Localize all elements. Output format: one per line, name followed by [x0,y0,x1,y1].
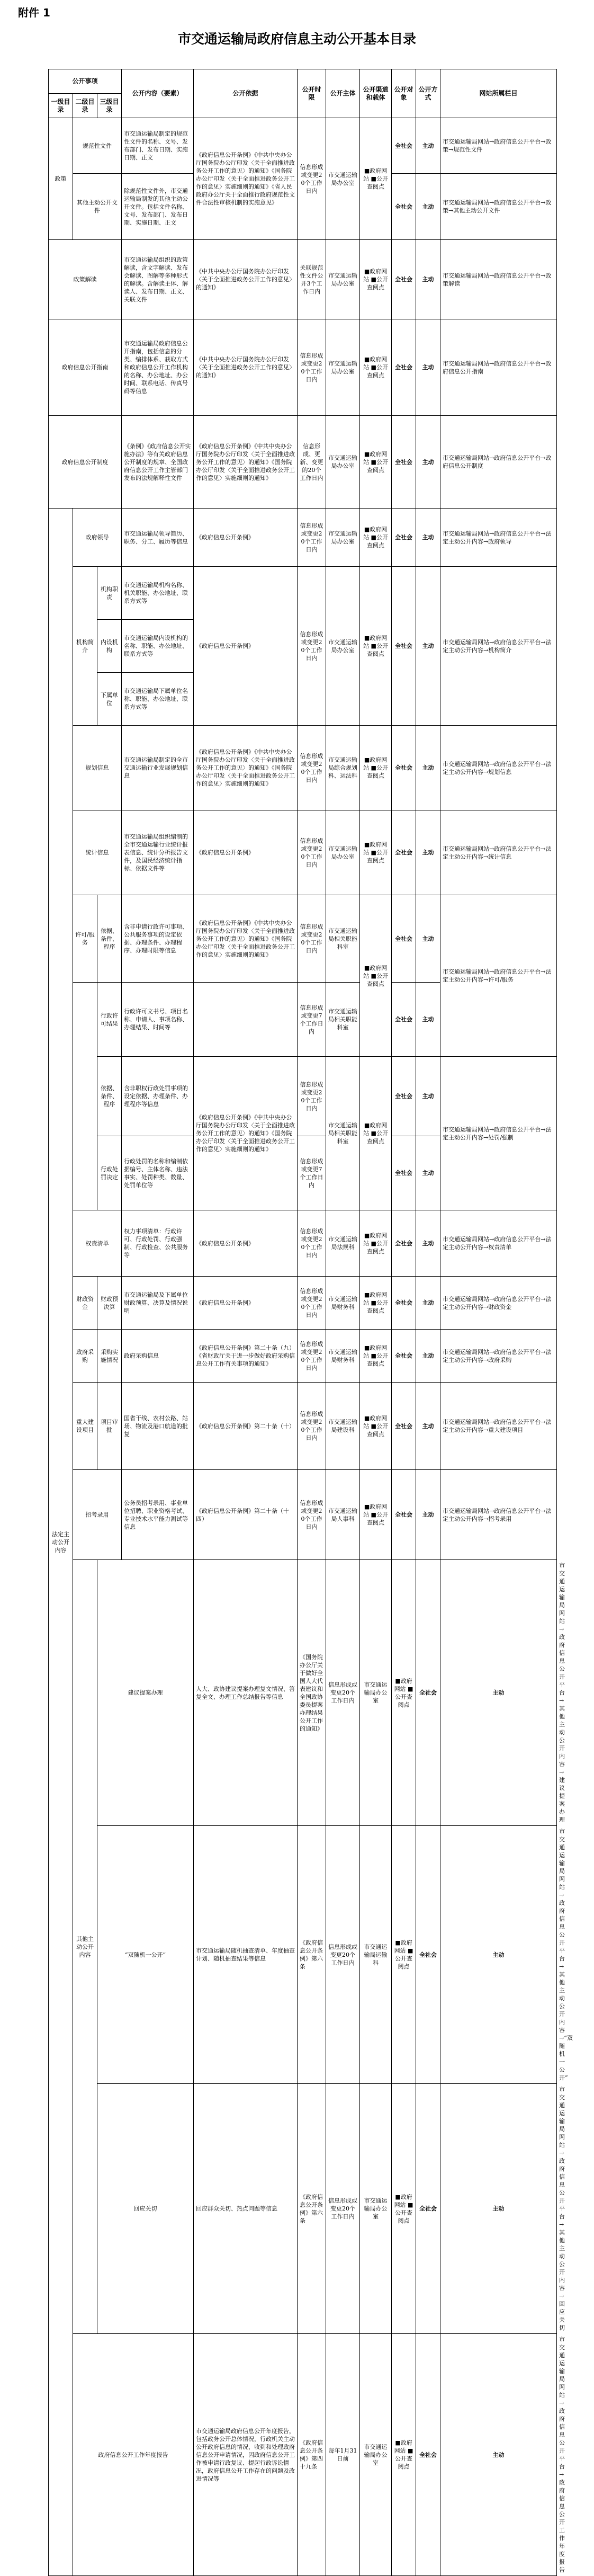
table-row [49,810,557,895]
cell-object: 全社会 [416,1826,440,2084]
header-time: 公开时限 [298,69,326,118]
cell-subject: 市交通运输局财务科 [326,1277,360,1330]
cell-object: 全社会 [392,1383,416,1470]
cell-site: 市交通运输局网站→政府信息公开平台→法定主动公开内容→重大建设项目 [440,1383,557,1470]
cell-time: 信息形成或变更20个工作日内 [298,118,326,240]
cell-basis: 《政府信息公开条例》第四十九条 [298,2334,326,2576]
cell-l2: 政府领导 [73,509,122,567]
cell-time: 信息形成或变更20个工作日内 [326,1826,360,2084]
cell-basis: 《政府信息公开条例》《中共中央办公厅国务院办公厅印发〈关于全面推进政务公开工作的意见〉的通知》《国务院办公厅印发〈关于全面推进政务公开工作的意见〉实施细则的通知》 [194,416,298,509]
cell-content: 市交通运输局组织的政策解读，含文字解读、发布会解读、图解等多种形式的解读。含解读主体、解读人、发布日期、正文、关联文件 [122,240,194,319]
cell-object: 全社会 [392,509,416,567]
cell-carrier: ■政府网站 ■公开查阅点 [360,319,392,416]
cell-carrier: ■政府网站 ■公开查阅点 [392,2084,416,2334]
cell-subject: 市交通运输局相关职能科室 [326,983,360,1057]
table-row [49,1277,557,1330]
cell-object: 全社会 [392,895,416,983]
cell-basis: 《政府信息公开条例》 [194,1277,298,1330]
cell-time: 信息形成或变更20个工作日内 [298,1210,326,1277]
cell-content: 政府采购信息 [122,1330,194,1383]
cell-object: 全社会 [392,240,416,319]
cell-l2: 回应关切 [97,2084,194,2334]
cell-site: 市交通运输局网站→政府信息公开平台→法定主动公开内容→政府领导 [440,509,557,567]
cell-object: 全社会 [392,726,416,810]
cell-basis: 《政府信息公开条例》第二十条（十四） [194,1470,298,1560]
cell-carrier: ■政府网站 ■公开查阅点 [360,726,392,810]
cell-subject: 市交通运输局办公室 [326,567,360,726]
cell-method: 主动 [416,174,440,240]
cell-l3: 依据、条件、程序 [97,1057,122,1136]
table-row [49,1383,557,1470]
cell-time: 关联规范性文件公开3个工作日内 [298,240,326,319]
header-l1: 一级目录 [49,94,73,118]
header-carrier: 公开渠道和载体 [360,69,392,118]
cell-site: 市交通运输局网站→政府信息公开平台→政策解读 [440,240,557,319]
table-row [49,319,557,416]
table-row [49,726,557,810]
header-method: 公开方式 [416,69,440,118]
cell-subject: 市交通运输局建设科 [326,1383,360,1470]
cell-basis: 《政府信息公开条例》 [194,509,298,567]
cell-l2: 规划信息 [73,726,122,810]
cell-basis [194,983,298,1057]
cell-l1: 政策解读 [49,240,122,319]
cell-time: 信息形成或变更20个工作日内 [298,1057,326,1136]
table-row [49,416,557,509]
cell-time: 信息形成或变更20个工作日内 [298,1277,326,1330]
cell-time: 信息形成或变更20个工作日内 [298,895,326,983]
cell-site: 市交通运输局网站→政府信息公开平台→法定主动公开内容→招考录用 [440,1470,557,1560]
table-row: 政府信息公开工作年度报告 市交通运输局政府信息公开年度报告，包括政务公开总体情况，行政机关主动公开政府信息的情况，收到和处理政府信息公开申请情况，因政府信息公开工作被申请行政复议、提起行政诉讼情况，政府信息公开工作存在的问题及改进情况等 《政府信息公开条例》第四十九条 每年1月31日前 市交通运输局办公室 ■政府网站 ■公开查阅点 全社会 主动 市交通运输局网站→政府信息公开平台→政府信息公开工作年度报告 [49,2334,557,2576]
cell-content: 含非申请行政许可事项、公共服务事项的设定依据、办理条件、办理程序、办理时限等信息 [122,895,194,983]
cell-l1: 政府信息公开指南 [49,319,122,416]
cell-content: 回应群众关切、热点问题等信息 [194,2084,298,2334]
table-row [49,1210,557,1277]
cell-site: 市交通运输局网站→政府信息公开平台→法定主动公开内容→规划信息 [440,726,557,810]
cell-content: 市交通运输局内设机构的名称、职能、办公地址、联系方式等 [122,620,194,673]
header-matters: 公开事项 [49,69,122,94]
cell-method: 主动 [416,1210,440,1277]
cell-basis: 《政府信息公开条例》第六条 [298,2084,326,2334]
cell-content: 行政处罚的名称和编制依据编号、主体名称、违法事实、处罚种类、数量、处罚单位等 [122,1136,194,1210]
cell-carrier: ■政府网站 ■公开查阅点 [392,1826,416,2084]
cell-l3: 机构职责 [97,567,122,620]
cell-method: 主动 [416,1330,440,1383]
cell-carrier: ■政府网站 ■公开查阅点 [360,1383,392,1470]
cell-subject: 市交通运输局办公室 [360,2334,392,2576]
cell-content: 公务员招考录用、事业单位招聘、职业资格考试、专业技术水平能力测试等信息 [122,1470,194,1560]
cell-l2: 机构简介 [73,567,97,726]
cell-l3: 行政许可结果 [97,983,122,1057]
cell-subject: 市交通运输局相关职能科室 [326,895,360,983]
cell-object: 全社会 [392,983,416,1057]
cell-carrier: ■政府网站 ■公开查阅点 [360,1470,392,1560]
cell-basis: 《政府信息公开条例》《中共中央办公厅国务院办公厅印发〈关于全面推进政务公开工作的意见〉的通知》《国务院办公厅印发〈关于全面推进政务公开工作的意见〉实施细则的通知》《省人民政府办公厅关于全面推行政府规范性文件合法性审核机制的实施意见》 [194,118,298,240]
cell-basis: 《政府信息公开条例》 [194,810,298,895]
cell-l2: “双随机一公开” [97,1826,194,2084]
table-row [49,895,557,983]
cell-carrier: ■政府网站 ■公开查阅点 [360,810,392,895]
cell-method: 主动 [416,1470,440,1560]
cell-subject: 市交通运输局办公室 [360,2084,392,2334]
table-row: “双随机一公开” 市交通运输局随机抽查清单、年度抽查计划、随机抽查结果等信息 《政府信息公开条例》第六条 信息形成或变更20个工作日内 市交通运输局运输科 ■政府网站 ■公开查阅点 全社会 主动 市交通运输局网站→政府信息公开平台→其他主动公开内容→“双随机一公开” [49,1826,557,2084]
cell-content: 市交通运输局领导简历、职务、分工、履历等信息 [122,509,194,567]
cell-content: 市交通运输局政府信息公开指南，包括信息的分类、编排体系、获取方式和政府信息公开工作机构的名称、办公地址、办公时间、联系电话、传真号码等信息 [122,319,194,416]
cell-content: 市交通运输局组织编制的全市交通运输行业统计报表信息、统计分析报告文件，及国民经济统计指标、依据文件等 [122,810,194,895]
page-title: 市交通运输局政府信息主动公开基本目录 [177,31,416,47]
cell-time: 信息形成或变更20个工作日内 [298,1330,326,1383]
cell-site: 市交通运输局网站→政府信息公开平台→法定主动公开内容→财政资金 [440,1277,557,1330]
cell-object: 全社会 [392,567,416,726]
cell-basis: 《政府信息公开条例》 [194,567,298,726]
cell-basis: 《政府信息公开条例》第六条 [298,1826,326,2084]
cell-method: 主动 [416,895,440,983]
cell-basis: 《国务院办公厅关于做好全国人大代表建议和全国政协委员提案办理结果公开工作的通知》 [298,1560,326,1826]
cell-l2 [73,983,97,1210]
table-row [49,240,557,319]
cell-object: 全社会 [392,118,416,174]
header-subject: 公开主体 [326,69,360,118]
cell-carrier: ■政府网站 ■公开查阅点 [392,1560,416,1826]
table-row [49,1330,557,1383]
cell-basis: 《政府信息公开条例》《中共中央办公厅国务院办公厅印发〈关于全面推进政务公开工作的意见〉的通知》《国务院办公厅印发〈关于全面推进政务公开工作的意见〉实施细则的通知》 [194,726,298,810]
cell-method: 主动 [416,1383,440,1470]
cell-l2: 其他主动公开文件 [73,174,122,240]
cell-carrier: ■政府网站 ■公开查阅点 [360,1210,392,1277]
cell-object: 全社会 [392,416,416,509]
cell-l2: 统计信息 [73,810,122,895]
cell-object: 全社会 [392,810,416,895]
table-body [49,118,573,2576]
cell-method: 主动 [416,240,440,319]
cell-time: 每年1月31日前 [326,2334,360,2576]
cell-site: 市交通运输局网站→政府信息公开平台→政策→其他主动公开文件 [440,174,557,240]
cell-content: 市交通运输局随机抽查清单、年度抽查计划、随机抽查结果等信息 [194,1826,298,2084]
cell-site: 市交通运输局网站→政府信息公开平台→政府信息公开制度 [440,416,557,509]
cell-l1: 法定主动公开内容 [49,509,73,2576]
cell-object: 全社会 [392,1470,416,1560]
table-row [49,1057,557,1136]
cell-subject: 市交通运输局办公室 [326,509,360,567]
cell-object: 全社会 [392,1210,416,1277]
cell-time: 信息形成或变更20个工作日内 [298,726,326,810]
cell-subject: 市交通运输局办公室 [326,240,360,319]
cell-content: 除规范性文件外，市交通运输局制发的其他主动公开文件。包括文件名称、文号、发布部门、发布日期、实施日期、正文 [122,174,194,240]
cell-method: 主动 [416,118,440,174]
cell-content: 权力事项清单：行政许可、行政处罚、行政强制、行政检查、公共服务等 [122,1210,194,1277]
cell-time: 信息形成、更新、变更的20个工作日内 [298,416,326,509]
cell-carrier: ■政府网站 ■公开查阅点 [360,118,392,240]
table-row: 回应关切 回应群众关切、热点问题等信息 《政府信息公开条例》第六条 信息形成或变更20个工作日内 市交通运输局办公室 ■政府网站 ■公开查阅点 全社会 主动 市交通运输局网站→政府信息公开平台→其他主动公开内容→回应关切 [49,2084,557,2334]
cell-subject: 市交通运输局人事科 [326,1470,360,1560]
table-row [49,1470,557,1560]
cell-object: 全社会 [416,1560,440,1826]
cell-time: 信息形成或变更20个工作日内 [298,810,326,895]
cell-carrier: ■政府网站 ■公开查阅点 [360,1330,392,1383]
cell-content: 市交通运输局政府信息公开年度报告，包括政务公开总体情况，行政机关主动公开政府信息的情况，收到和处理政府信息公开申请情况，因政府信息公开工作被申请行政复议、提起行政诉讼情况，政府信息公开工作存在的问题及改进情况等 [194,2334,298,2576]
cell-subject: 市交通运输局综合规划科、运法科 [326,726,360,810]
cell-method: 主动 [416,319,440,416]
cell-method: 主动 [440,2334,557,2576]
cell-object: 全社会 [392,1136,416,1210]
cell-l3: 行政处罚决定 [97,1136,122,1210]
table-row: 其他主动公开内容 建议提案办理 人大、政协建议提案办理复文情况、答复全文、办理工作总结报告等信息 《国务院办公厅关于做好全国人大代表建议和全国政协委员提案办理结果公开工作的通知》 信息形成或变更20个工作日内 市交通运输局办公室 ■政府网站 ■公开查阅点 全社会 主动 市交通运输局网站→政府信息公开平台→其他主动公开内容→建议提案办理 [49,1560,557,1826]
cell-l2: 规范性文件 [73,118,122,174]
cell-method: 主动 [416,726,440,810]
cell-content: 国省干线、农村公路、站场、物流及港口航道的批复 [122,1383,194,1470]
cell-time: 信息形成或变更20个工作日内 [298,1383,326,1470]
header-content: 公开内容（要素） [122,69,194,118]
cell-subject: 市交通运输局运输科 [360,1826,392,2084]
cell-content: 市交通运输局及下属单位财政预算、决算及情况说明 [122,1277,194,1330]
cell-content: 《条例》《政府信息公开实施办法》等有关政府信息公开制度的规章、全国政府信息公开工作主管部门发布的法规解释性文件 [122,416,194,509]
header-basis: 公开依据 [194,69,298,118]
cell-subject: 市交通运输局办公室 [360,1560,392,1826]
cell-content: 市交通运输局制定的全市交通运输行业发展规划信息 [122,726,194,810]
cell-site: 市交通运输局网站→政府信息公开平台→法定主动公开内容→处罚/强制 [440,1057,557,1210]
cell-basis: 《政府信息公开条例》 [194,1210,298,1277]
cell-time: 信息形成或变更20个工作日内 [326,2084,360,2334]
cell-content: 含非职权行政处罚事项的设定依据、办理条件、办理程序等信息 [122,1057,194,1136]
catalog-table [48,69,573,2576]
table-row [49,118,557,174]
cell-l3: 下属单位 [97,673,122,726]
cell-subject: 市交通运输局办公室 [326,118,360,240]
cell-l1: 其他主动公开内容 [73,1560,97,2334]
cell-time: 信息形成或变更20个工作日内 [298,567,326,726]
cell-site: 市交通运输局网站→政府信息公开平台→法定主动公开内容→机构简介 [440,567,557,726]
cell-time: 信息形成或变更20个工作日内 [298,319,326,416]
cell-l2: 许可/服务 [73,895,97,983]
cell-time: 信息形成或变更20个工作日内 [326,1560,360,1826]
cell-l3: 采购实施情况 [97,1330,122,1383]
cell-l2: 建议提案办理 [97,1560,194,1826]
cell-basis: 《政府信息公开条例》第二十条（十） [194,1383,298,1470]
cell-basis: 《中共中央办公厅国务院办公厅印发〈关于全面推进政务公开工作的意见〉的通知》 [194,240,298,319]
cell-object: 全社会 [392,1330,416,1383]
annex-label: 附件 1 [18,6,50,19]
cell-l1: 政策 [49,118,73,240]
cell-carrier: ■政府网站 ■公开查阅点 [360,1277,392,1330]
cell-carrier: ■政府网站 ■公开查阅点 [360,416,392,509]
cell-object: 全社会 [392,319,416,416]
cell-carrier: ■政府网站 ■公开查阅点 [360,567,392,726]
cell-l3: 内设机构 [97,620,122,673]
cell-method: 主动 [416,509,440,567]
cell-carrier: ■政府网站 ■公开查阅点 [392,2334,416,2576]
cell-time: 信息形成或变更20个工作日内 [298,1470,326,1560]
cell-l3: 财政预决算 [97,1277,122,1330]
cell-l3: 依据、条件、程序 [97,895,122,983]
cell-carrier: ■政府网站 ■公开查阅点 [360,1057,392,1210]
cell-subject: 市交通运输局办公室 [326,319,360,416]
cell-l2: 招考录用 [73,1470,122,1560]
cell-site: 市交通运输局网站→政府信息公开平台→政策→规范性文件 [440,118,557,174]
cell-subject: 市交通运输局相关职能科室 [326,1057,360,1210]
cell-basis: 《政府信息公开条例》第二十条（九）《省财政厅关于进一步做好政府采购信息公开工作有关事项的通知》 [194,1330,298,1383]
cell-l2: 政府采购 [73,1330,97,1383]
cell-site: 市交通运输局网站→政府信息公开平台→法定主动公开内容→统计信息 [440,810,557,895]
header-object: 公开对象 [392,69,416,118]
cell-subject: 市交通运输局办公室 [326,416,360,509]
cell-l2: 重大建设项目 [73,1383,97,1470]
cell-time: 信息形成或变更7个工作日内 [298,983,326,1057]
cell-basis: 《政府信息公开条例》《中共中央办公厅国务院办公厅印发〈关于全面推进政务公开工作的意见〉的通知》《国务院办公厅印发〈关于全面推进政务公开工作的意见〉实施细则的通知》 [194,895,298,983]
table-row [49,509,557,567]
cell-l2: 权责清单 [73,1210,122,1277]
cell-method: 主动 [416,416,440,509]
cell-site: 市交通运输局网站→政府信息公开平台→政府信息公开指南 [440,319,557,416]
cell-object: 全社会 [416,2334,440,2576]
cell-content: 行政许可文书号、项目名称、申请人、事项名称、办理结果、时间等 [122,983,194,1057]
cell-time: 信息形成或变更20个工作日内 [298,509,326,567]
cell-site: 市交通运输局网站→政府信息公开平台→法定主动公开内容→政府采购 [440,1330,557,1383]
cell-subject: 市交通运输局法规科 [326,1210,360,1277]
cell-carrier: ■政府网站 ■公开查阅点 [360,240,392,319]
cell-l2: 财政资金 [73,1277,97,1330]
cell-l1: 政府信息公开工作年度报告 [73,2334,194,2576]
cell-method: 主动 [416,1277,440,1330]
header-l3: 三级目录 [97,94,122,118]
cell-method: 主动 [440,1560,557,1826]
cell-content: 市交通运输局机构名称、机关职能、办公地址、联系方式等 [122,567,194,620]
cell-carrier: ■政府网站 ■公开查阅点 [360,509,392,567]
cell-method: 主动 [416,810,440,895]
cell-content: 市交通运输局下属单位名称、职能、办公地址、联系方式等 [122,673,194,726]
cell-carrier: ■政府网站 ■公开查阅点 [360,895,392,1057]
table-header [49,69,557,118]
cell-content: 人大、政协建议提案办理复文情况、答复全文、办理工作总结报告等信息 [194,1560,298,1826]
cell-l1: 政府信息公开制度 [49,416,122,509]
cell-object: 全社会 [416,2084,440,2334]
cell-site: 市交通运输局网站→政府信息公开平台→法定主动公开内容→权责清单 [440,1210,557,1277]
cell-object: 全社会 [392,1277,416,1330]
cell-method: 主动 [416,567,440,726]
cell-object: 全社会 [392,1057,416,1136]
header-site: 网站所属栏目 [440,69,557,118]
cell-method: 主动 [440,2084,557,2334]
table-row [49,567,557,620]
cell-site: 市交通运输局网站→政府信息公开平台→法定主动公开内容→许可/服务 [440,895,557,1057]
cell-method: 主动 [416,983,440,1057]
cell-object: 全社会 [392,174,416,240]
cell-time: 信息形成或变更7个工作日内 [298,1136,326,1210]
cell-basis: 《政府信息公开条例》《中共中央办公厅国务院办公厅印发〈关于全面推进政务公开工作的意见〉的通知》《国务院办公厅印发〈关于全面推进政务公开工作的意见〉实施细则的通知》 [194,1057,298,1210]
cell-subject: 市交通运输局财务科 [326,1330,360,1383]
cell-method: 主动 [416,1136,440,1210]
cell-l3: 项目审批 [97,1383,122,1470]
cell-method: 主动 [416,1057,440,1136]
cell-method: 主动 [440,1826,557,2084]
cell-subject: 市交通运输局办公室 [326,810,360,895]
cell-content: 市交通运输局制定的规范性文件的名称、文号、发布部门、发布日期、实施日期、正文 [122,118,194,174]
header-l2: 二级目录 [73,94,97,118]
cell-basis: 《中共中央办公厅国务院办公厅印发〈关于全面推进政务公开工作的意见〉的通知》 [194,319,298,416]
